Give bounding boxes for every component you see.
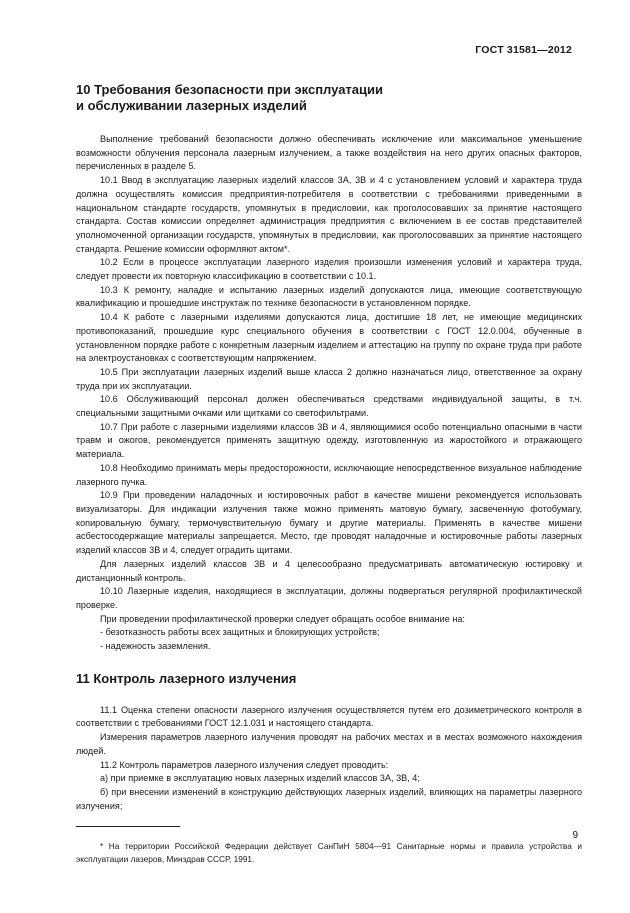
paragraph-intro: Выполнение требований безопасности должно обеспечивать исключение или максимальное уменьшение возможности облучения персонала лазерным излучением, а также воздействия на него других опасных факторов, перечисленных в разделе 5. xyxy=(76,134,582,172)
paragraph-11-2: 11.2 Контроль параметров лазерного излучения следует проводить: xyxy=(100,759,389,770)
page-content xyxy=(76,82,582,865)
paragraph-10-4: 10.4 К работе с лазерными изделиями допускаются лица, достигшие 18 лет, не имеющие медицинских противопоказаний, прошедшие курс специального обучения в соответствии с ГОСТ 12.0.004, обученные в установленном порядке работе с конкретным лазерным изделием и аттестацию на группу по охране труда при работе на электроустановках с соответствующим напряжением. xyxy=(76,312,582,364)
page-number: 9 xyxy=(572,830,578,841)
paragraph-10-5: 10.5 При эксплуатации лазерных изделий выше класса 2 должно назначаться лицо, ответственное за охрану труда при их эксплуатации. xyxy=(76,366,582,391)
paragraph-10-9: 10.9 При проведении наладочных и юстировочных работ в качестве мишени рекомендуется использовать визуализаторы. Для индикации излучения также можно применять матовую бумагу, засвеченную фотобумагу, копировальную бумагу, термочувствительную бумагу и другие материалы. Применять в качестве мишени асбестосодержащие материалы запрещается. Место, где проводят наладочные и юстировочные работы лазерных изделий классов 3В и 4, следует оградить щитами. xyxy=(76,490,582,556)
paragraph-10-7: 10.7 При работе с лазерными изделиями классов 3В и 4, являющимися особо потенциально опасными в части травм и ожогов, рекомендуется применять защитную одежду, изготовленную из жаростойкого и отражающего материала. xyxy=(76,421,582,460)
section-10-title-line2: и обслуживании лазерных изделий xyxy=(76,98,307,113)
paragraph-10-9-note: Для лазерных изделий классов 3В и 4 целесообразно предусматривать автоматическую юстировку и дистанционный контроль. xyxy=(76,558,582,583)
paragraph-11-1-note: Измерения параметров лазерного излучения проводят на рабочих местах и в местах возможного нахождения людей. xyxy=(76,732,582,756)
paragraph-10-6: 10.6 Обслуживающий персонал должен обеспечиваться средствами индивидуальной защиты, в т.ч. специальными защитными очками или щитками со светофильтрами. xyxy=(76,394,582,419)
paragraph-11-2-b: б) при внесении изменений в конструкцию действующих лазерных изделий, влияющих на параметры лазерного излучения; xyxy=(76,786,582,811)
paragraph-10-1: 10.1 Ввод в эксплуатацию лазерных изделий классов 3А, 3В и 4 с установлением условий и характера труда должна осуществлять комиссия предприятия-потребителя в соответствии с требованиями приведенными в национальном стандарте государств, упомянутых в предисловии, как проголосовавших за принятие настоящего стандарта. Состав комиссии определяет администрация предприятия с включением в ее состав представителей уполномоченной организации государств, упомянутых в предисловии, как проголосовавших за принятие настоящего стандарта. Решение комиссии оформляют актом*. xyxy=(76,175,582,254)
paragraph-11-2-a: а) при приемке в эксплуатацию новых лазерных изделий классов 3А, 3В, 4; xyxy=(100,773,420,784)
list-item: - надежность заземления. xyxy=(100,641,211,652)
section-11-heading: 11 Контроль лазерного излучения xyxy=(76,670,297,686)
list-item: - безотказность работы всех защитных и блокирующих устройств; xyxy=(100,627,380,638)
paragraph-10-2: 10.2 Если в процессе эксплуатации лазерного изделия произошли изменения условий и характера труда, следует провести их повторную классификацию в соответствии с 10.1. xyxy=(76,257,582,282)
section-10-title-line1: 10 Требования безопасности при эксплуатации xyxy=(76,82,383,97)
paragraph-10-3: 10.3 К ремонту, наладке и испытанию лазерных изделий допускаются лица, имеющие соответствующую квалификацию и прошедшие инструктаж по технике безопасности в установленном порядке. xyxy=(76,284,582,309)
paragraph-10-8: 10.8 Необходимо принимать меры предосторожности, исключающие непосредственное визуальное наблюдение лазерного пучка. xyxy=(76,462,582,487)
paragraph-10-10: 10.10 Лазерные изделия, находящиеся в эксплуатации, должны подвергаться регулярной профилактической проверке. xyxy=(76,586,582,610)
footnote-divider xyxy=(76,826,180,827)
paragraph-11-1: 11.1 Оценка степени опасности лазерного излучения осуществляется путем его дозиметрического контроля в соответствии с требованиями ГОСТ 12.1.031 и настоящего стандарта. xyxy=(76,704,582,729)
document-id: ГОСТ 31581—2012 xyxy=(475,44,572,56)
section-10-heading xyxy=(76,82,582,114)
footnote: * На территории Российской Федерации действует СанПиН 5804—91 Санитарные нормы и правила устройства и эксплуатации лазеров, Минздрав СССР, 1991. xyxy=(76,841,582,864)
paragraph-10-10-note: При проведении профилактической проверки следует обращать особое внимание на: xyxy=(100,613,465,624)
